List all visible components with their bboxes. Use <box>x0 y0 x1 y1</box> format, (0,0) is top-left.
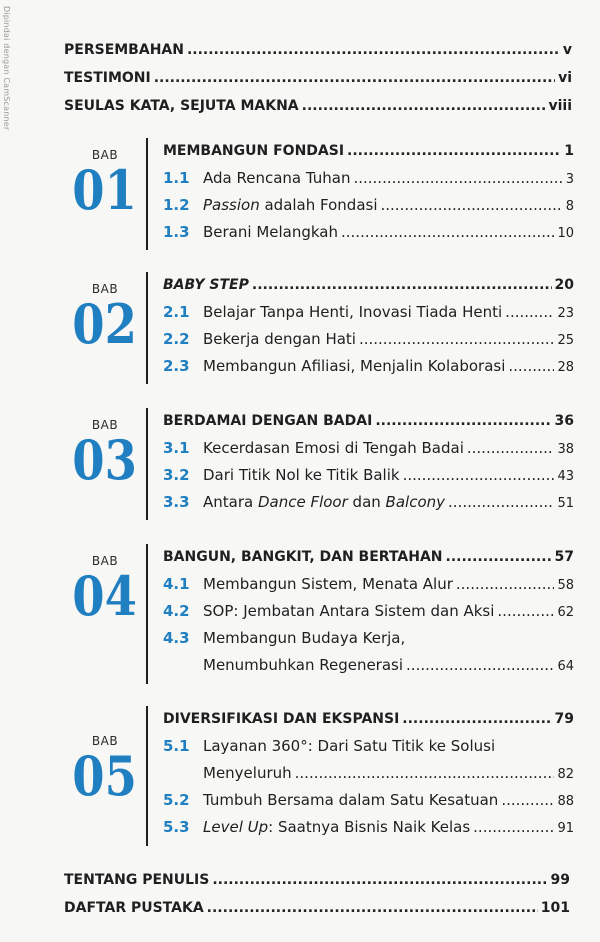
section-entry[interactable] <box>163 326 574 353</box>
section-entry[interactable] <box>163 299 574 326</box>
entry-page: vi <box>558 70 572 86</box>
section-number: 5.3 <box>163 818 190 836</box>
chapter-number: 04 <box>72 564 138 628</box>
leader-dots <box>359 326 554 353</box>
section-number: 5.2 <box>163 791 190 809</box>
section-title: Membangun Afiliasi, Menjalin Kolaborasi <box>203 357 506 375</box>
leader-dots <box>154 64 555 92</box>
section-title-italic: Balcony <box>385 493 446 511</box>
leader-dots <box>302 92 546 120</box>
bab-label: BAB <box>91 282 119 296</box>
section-number: 3.1 <box>163 439 190 457</box>
section-title-line2: Menyeluruh <box>203 764 292 782</box>
toc-entry-testimoni[interactable] <box>64 64 572 92</box>
leader-dots <box>402 706 551 733</box>
section-page: 43 <box>557 469 574 484</box>
section-title: Berani Melangkah <box>203 223 338 241</box>
chapter-body <box>163 544 574 679</box>
section-page: 91 <box>557 821 574 836</box>
section-entry[interactable] <box>163 598 574 625</box>
section-title: Layanan 360°: Dari Satu Titik ke Solusi <box>203 737 496 755</box>
chapter-number: 05 <box>72 744 138 808</box>
leader-dots <box>501 787 554 814</box>
entry-page: 101 <box>540 900 570 916</box>
entry-page: viii <box>548 98 572 114</box>
chapter-title-entry[interactable] <box>163 408 574 435</box>
leader-dots <box>505 299 554 326</box>
section-number: 1.2 <box>163 196 190 214</box>
leader-dots <box>252 272 552 299</box>
section-entry[interactable] <box>163 625 574 679</box>
chapter-title-entry[interactable] <box>163 544 574 571</box>
section-entry[interactable] <box>163 435 574 462</box>
chapter-body <box>163 408 574 516</box>
section-page: 58 <box>557 578 574 593</box>
chapter-divider <box>146 544 148 684</box>
section-title-italic: Dance Floor <box>257 493 348 511</box>
section-page: 38 <box>557 442 574 457</box>
entry-label: SEULAS KATA, SEJUTA MAKNA <box>64 98 299 114</box>
section-entry[interactable] <box>163 165 574 192</box>
section-entry[interactable] <box>163 489 574 516</box>
section-title: Kecerdasan Emosi di Tengah Badai <box>203 439 464 457</box>
entry-page: 99 <box>550 872 570 888</box>
chapter-page: 20 <box>554 277 574 293</box>
section-entry[interactable] <box>163 787 574 814</box>
entry-label: TENTANG PENULIS <box>64 872 210 888</box>
chapter-title-entry[interactable] <box>163 706 574 733</box>
chapter-page: 36 <box>554 413 574 429</box>
section-entry[interactable] <box>163 353 574 380</box>
leader-dots <box>456 571 555 598</box>
section-page: 51 <box>557 496 574 511</box>
bab-label: BAB <box>91 734 119 748</box>
toc-entry-daftar-pustaka[interactable] <box>64 894 570 922</box>
section-entry[interactable] <box>163 571 574 598</box>
section-title: Belajar Tanpa Henti, Inovasi Tiada Henti <box>203 303 503 321</box>
leader-dots <box>508 353 554 380</box>
leader-dots <box>353 165 562 192</box>
back-matter-list <box>64 866 570 922</box>
leader-dots <box>212 866 547 894</box>
section-page: 82 <box>557 767 574 782</box>
chapter-title-entry[interactable] <box>163 138 574 165</box>
chapter-number: 03 <box>72 428 138 492</box>
section-title-line2: Menumbuhkan Regenerasi <box>203 656 404 674</box>
chapter-title: BERDAMAI DENGAN BADAI <box>163 413 373 429</box>
section-number: 3.2 <box>163 466 190 484</box>
chapter-title: MEMBANGUN FONDASI <box>163 143 345 159</box>
section-title: Tumbuh Bersama dalam Satu Kesatuan <box>203 791 499 809</box>
leader-dots <box>473 814 554 841</box>
leader-dots <box>295 760 555 787</box>
chapter-number: 01 <box>72 158 138 222</box>
section-entry[interactable] <box>163 462 574 489</box>
entry-page: v <box>562 42 572 58</box>
section-number: 1.3 <box>163 223 190 241</box>
section-page: 62 <box>557 605 574 620</box>
section-title: : Saatnya Bisnis Naik Kelas <box>268 818 471 836</box>
leader-dots <box>403 462 555 489</box>
leader-dots <box>381 192 563 219</box>
section-page: 25 <box>557 333 574 348</box>
chapter-title: DIVERSIFIKASI DAN EKSPANSI <box>163 711 400 727</box>
chapter-body <box>163 706 574 841</box>
chapter-title-entry[interactable] <box>163 272 574 299</box>
toc-entry-persembahan[interactable] <box>64 36 572 64</box>
leader-dots <box>446 544 552 571</box>
chapter-badge <box>64 272 146 356</box>
section-title: Bekerja dengan Hati <box>203 330 356 348</box>
chapter-divider <box>146 408 148 520</box>
section-page: 10 <box>557 226 574 241</box>
section-number: 4.1 <box>163 575 190 593</box>
section-number: 2.1 <box>163 303 190 321</box>
chapter-number: 02 <box>72 292 138 356</box>
chapter-title: BABY STEP <box>163 277 249 293</box>
front-matter-list <box>64 36 572 120</box>
section-title: Ada Rencana Tuhan <box>203 169 351 187</box>
section-page: 64 <box>557 659 574 674</box>
scanner-watermark: Dipindai dengan CamScanner <box>2 6 11 131</box>
leader-dots <box>375 408 551 435</box>
leader-dots <box>187 36 560 64</box>
section-title-part: Antara <box>203 493 258 511</box>
section-title: Membangun Sistem, Menata Alur <box>203 575 453 593</box>
chapter-05 <box>64 706 574 846</box>
chapter-body <box>163 272 574 380</box>
chapter-badge <box>64 138 146 222</box>
leader-dots <box>207 894 538 922</box>
chapter-01 <box>64 138 574 250</box>
leader-dots <box>467 435 555 462</box>
entry-label: TESTIMONI <box>64 70 151 86</box>
chapter-divider <box>146 272 148 384</box>
section-title: Membangun Budaya Kerja, <box>203 629 406 647</box>
section-number: 1.1 <box>163 169 190 187</box>
chapter-badge <box>64 544 146 628</box>
section-page: 8 <box>565 199 574 214</box>
section-title: Dari Titik Nol ke Titik Balik <box>203 466 400 484</box>
section-title-italic: Passion <box>203 196 260 214</box>
section-page: 28 <box>557 360 574 375</box>
chapter-03 <box>64 408 574 520</box>
section-entry[interactable] <box>163 192 574 219</box>
section-number: 2.3 <box>163 357 190 375</box>
chapter-body <box>163 138 574 246</box>
chapter-page: 57 <box>554 549 574 565</box>
leader-dots <box>448 489 554 516</box>
section-title: adalah Fondasi <box>259 196 378 214</box>
section-number: 5.1 <box>163 737 190 755</box>
section-page: 88 <box>557 794 574 809</box>
chapter-page: 79 <box>554 711 574 727</box>
section-title-italic: Level Up <box>203 818 269 836</box>
toc-entry-seulas-kata[interactable] <box>64 92 572 120</box>
chapter-badge <box>64 724 146 808</box>
chapter-title: BANGUN, BANGKIT, DAN BERTAHAN <box>163 549 443 565</box>
chapter-page: 1 <box>564 143 574 159</box>
section-number: 3.3 <box>163 493 190 511</box>
toc-entry-tentang-penulis[interactable] <box>64 866 570 894</box>
entry-label: PERSEMBAHAN <box>64 42 184 58</box>
section-number: 2.2 <box>163 330 190 348</box>
section-entry[interactable] <box>163 219 574 246</box>
leader-dots <box>347 138 561 165</box>
entry-label: DAFTAR PUSTAKA <box>64 900 204 916</box>
section-entry[interactable] <box>163 814 574 841</box>
section-number: 4.2 <box>163 602 190 620</box>
bab-label: BAB <box>91 148 119 162</box>
leader-dots <box>406 652 554 679</box>
leader-dots <box>341 219 554 246</box>
bab-label: BAB <box>91 554 119 568</box>
chapter-divider <box>146 706 148 846</box>
section-title: SOP: Jembatan Antara Sistem dan Aksi <box>203 602 495 620</box>
chapter-04 <box>64 544 574 684</box>
chapter-badge <box>64 408 146 492</box>
chapter-02 <box>64 272 574 384</box>
section-entry[interactable] <box>163 733 574 787</box>
chapter-divider <box>146 138 148 250</box>
bab-label: BAB <box>91 418 119 432</box>
section-number: 4.3 <box>163 629 190 647</box>
leader-dots <box>497 598 554 625</box>
section-title-part: dan <box>347 493 386 511</box>
section-page: 23 <box>557 306 574 321</box>
section-page: 3 <box>565 172 574 187</box>
